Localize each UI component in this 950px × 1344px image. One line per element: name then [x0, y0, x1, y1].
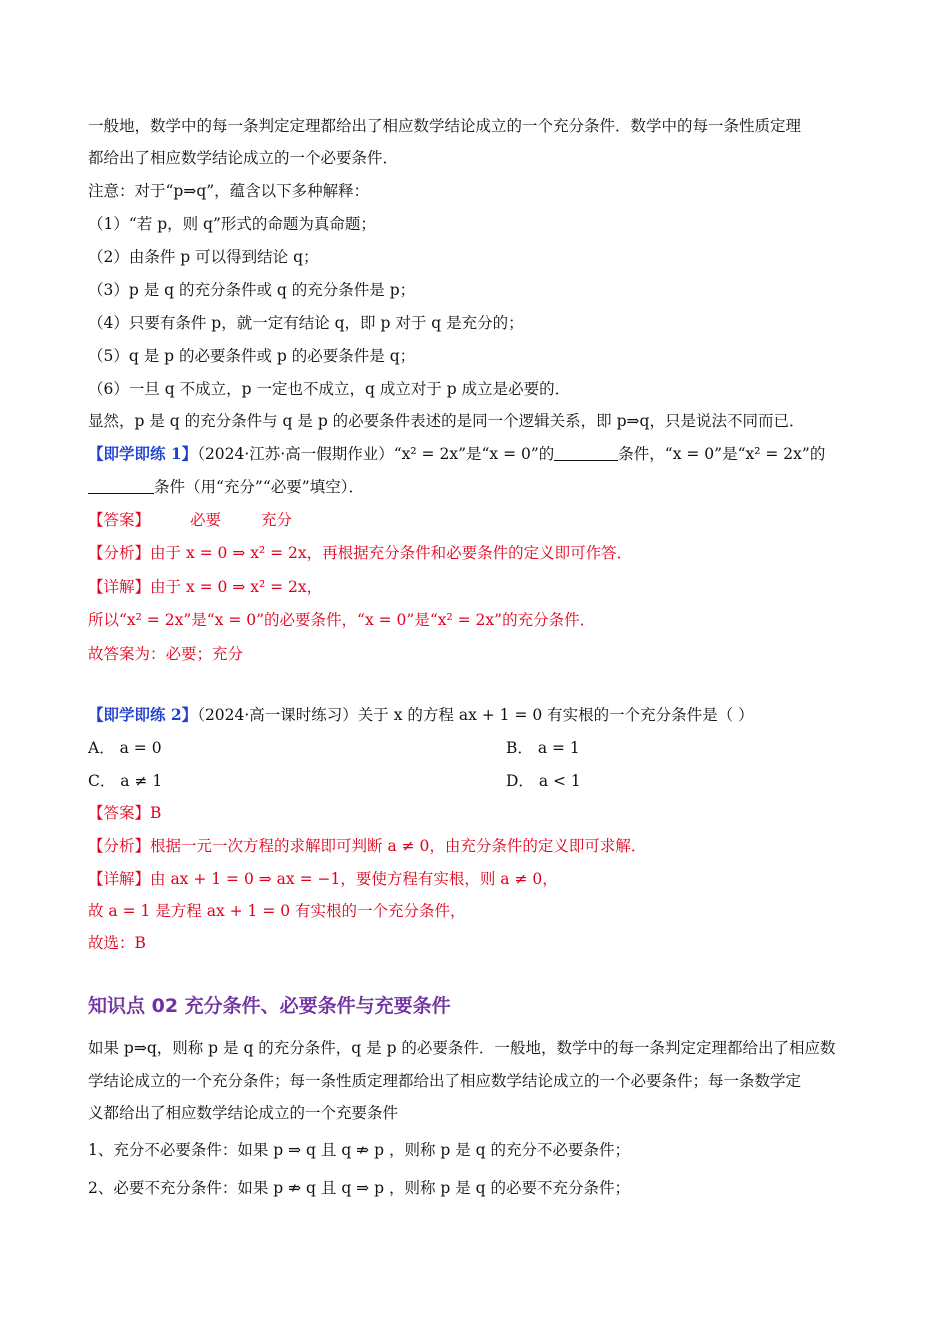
section-para-1: 如果 p⇒q，则称 p 是 q 的充分条件，q 是 p 的必要条件．一般地，数学中的每一条判定定理都给出了相应数	[88, 1039, 836, 1057]
exercise-1-q1b: 条件，“x = 0”是“x² = 2x”的	[618, 445, 826, 463]
intro-note: 注意：对于“p⇒q”，蕴含以下多种解释：	[88, 182, 370, 200]
option-a: A． a = 0	[88, 739, 162, 757]
exercise-1-q2: 条件（用“充分”“必要”填空）．	[154, 478, 364, 496]
exercise-1-source: （2024·江苏·高一假期作业）	[197, 445, 394, 463]
option-d: D． a < 1	[506, 772, 581, 790]
exercise-2-question	[88, 704, 754, 726]
exercise-2-final: 故选：B	[88, 934, 146, 952]
answer-blank-1	[554, 445, 618, 461]
exercise-1-answer	[88, 509, 292, 531]
analysis-tag: 【分析】	[88, 837, 151, 855]
answer-tag: 【答案】	[88, 511, 151, 529]
option-c: C． a ≠ 1	[88, 772, 163, 790]
exercise-1-question	[88, 443, 825, 465]
intro-item-5: （5）q 是 p 的必要条件或 p 的必要条件是 q；	[88, 347, 416, 365]
section-para-3: 义都给出了相应数学结论成立的一个充要条件	[88, 1104, 399, 1122]
exercise-2-analysis	[88, 835, 646, 857]
answer-2: 充分	[261, 511, 293, 529]
options-row-2	[88, 770, 788, 792]
intro-item-4: （4）只要有条件 p，就一定有结论 q，即 p 对于 q 是充分的；	[88, 314, 524, 332]
exercise-1-q1a: “x² = 2x”是“x = 0”的	[393, 445, 555, 463]
analysis-tag: 【分析】	[88, 544, 151, 562]
exercise-2-text: （2024·高一课时练习）关于 x 的方程 ax + 1 = 0 有实根的一个充分条件是（ ）	[197, 706, 754, 724]
detail-tag: 【详解】	[88, 870, 151, 888]
exercise-1-detail	[88, 576, 322, 598]
exercise-2-tag: 【即学即练 2】	[88, 705, 198, 724]
intro-item-2: （2）由条件 p 可以得到结论 q；	[88, 248, 319, 266]
intro-item-1: （1）“若 p，则 q”形式的命题为真命题；	[88, 215, 376, 233]
section-title: 知识点 02 充分条件、必要条件与充要条件	[88, 995, 451, 1017]
section-item-2: 2、必要不充分条件：如果 p ⇏ q 且 q ⇒ p ，则称 p 是 q 的必要不充分条件；	[88, 1179, 630, 1197]
exercise-1-question-2	[88, 476, 364, 498]
answer-1: 必要	[190, 511, 222, 529]
section-item-1: 1、充分不必要条件：如果 p ⇒ q 且 q ⇏ p ，则称 p 是 q 的充分不必要条件；	[88, 1141, 630, 1159]
intro-item-6: （6）一旦 q 不成立，p 一定也不成立，q 成立对于 p 成立是必要的．	[88, 380, 571, 398]
detail-text: 由 ax + 1 = 0 ⇒ ax = −1，要使方程有实根，则 a ≠ 0，	[150, 870, 558, 888]
exercise-1-detail-2: 所以“x² = 2x”是“x = 0”的必要条件，“x = 0”是“x² = 2x”的充分条件．	[88, 611, 596, 629]
exercise-1-tag: 【即学即练 1】	[88, 444, 198, 463]
answer-blank-2	[88, 478, 154, 494]
exercise-2-answer	[88, 802, 161, 824]
section-para-2: 学结论成立的一个充分条件；每一条性质定理都给出了相应数学结论成立的一个必要条件；每一条数学定	[88, 1072, 802, 1090]
detail-tag: 【详解】	[88, 578, 151, 596]
exercise-1-analysis	[88, 542, 632, 564]
intro-line-1: 一般地，数学中的每一条判定定理都给出了相应数学结论成立的一个充分条件．数学中的每一条性质定理	[88, 117, 802, 135]
detail-text: 由于 x = 0 ⇒ x² = 2x，	[150, 578, 323, 596]
analysis-text: 根据一元一次方程的求解即可判断 a ≠ 0，由充分条件的定义即可求解．	[150, 837, 647, 855]
analysis-text: 由于 x = 0 ⇒ x² = 2x，再根据充分条件和必要条件的定义即可作答．	[150, 544, 633, 562]
exercise-2-detail-2: 故 a = 1 是方程 ax + 1 = 0 有实根的一个充分条件，	[88, 902, 466, 920]
intro-item-3: （3）p 是 q 的充分条件或 q 的充分条件是 p；	[88, 281, 416, 299]
answer-tag: 【答案】	[88, 804, 151, 822]
exercise-2-detail	[88, 868, 558, 890]
intro-conclusion: 显然，p 是 q 的充分条件与 q 是 p 的必要条件表述的是同一个逻辑关系，即 p⇒q，只是说法不同而已．	[88, 412, 805, 430]
answer-value: B	[150, 804, 162, 822]
options-row-1	[88, 737, 788, 759]
exercise-1-final: 故答案为：必要；充分	[88, 645, 244, 663]
intro-line-2: 都给出了相应数学结论成立的一个必要条件．	[88, 149, 399, 167]
option-b: B． a = 1	[506, 739, 580, 757]
